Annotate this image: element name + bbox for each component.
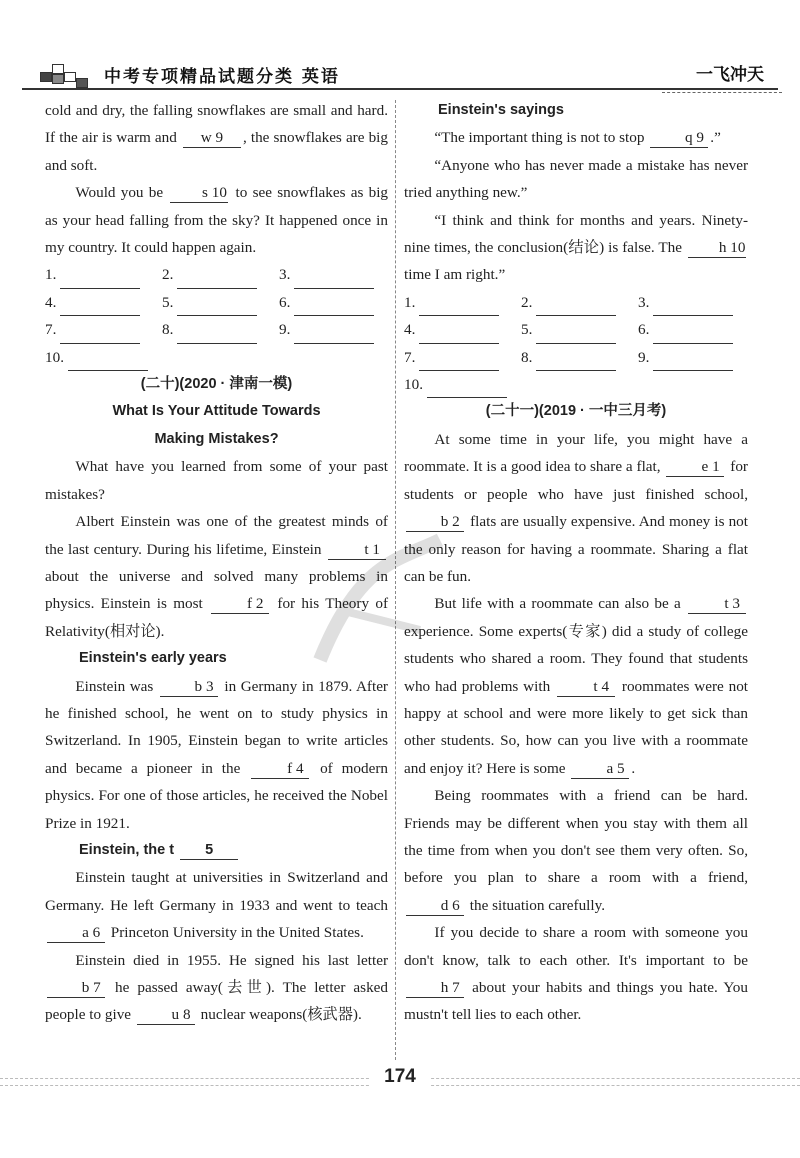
answer-blank[interactable]: u 8 [137,1006,195,1025]
paragraph: “I think and think for months and years. Ninety-nine times, the conclusion(结论) is false. The h 10 time I am right.” [404,211,748,284]
answer-blank[interactable]: q 9 [650,129,708,148]
passage-title-line2: Making Mistakes? [154,430,279,447]
answer-line-item[interactable]: 10. [45,344,162,371]
paragraph: But life with a roommate can also be a t 3 experience. Some experts(专家) did a study of college students who shared a room. They found that students who had problems with t 4 roommates were not happy at school and were more likely to get sick than other students. So, how can you live with a roommate and enjoy it? Here is some a 5 . [404,595,749,777]
page-number: 174 [370,1066,430,1088]
passage-title-line1: What Is Your Attitude Towards [112,403,321,420]
answer-line-item[interactable]: 3. [638,289,755,316]
paragraph: Would you be s 10 to see snowflakes as big as your head falling from the sky? It happened once in my country. It could happen again. [45,184,389,257]
header-title: 中考专项精品试题分类 英语 [104,67,340,87]
answer-blank[interactable]: s 10 [170,184,228,203]
answer-line-item[interactable]: 8. [521,344,638,371]
answer-blank[interactable]: f 4 [251,760,309,779]
left-column [45,97,388,1029]
header-brand: 一飞冲天 [696,65,764,85]
answer-line-item[interactable]: 1. [45,261,162,288]
answer-blank[interactable]: d 6 [406,897,464,916]
paragraph: “Anyone who has never made a mistake has never tried anything new.” [404,156,748,202]
header-rule [22,88,778,90]
answer-blank[interactable]: t 1 [328,541,386,560]
answer-line-item[interactable]: 7. [404,344,521,371]
answer-line-item[interactable]: 2. [162,261,279,288]
answer-blank[interactable]: e 1 [666,458,724,477]
subheading-sayings: Einstein's sayings [438,102,564,118]
answer-line-item[interactable]: 10. [404,371,521,398]
section-label: (二十)(2020 · 津南一模) [140,376,293,393]
paragraph: Einstein was b 3 in Germany in 1879. After he finished school, he went on to study physics in Switzerland. In 1905, Einstein began to write articles and became a pioneer in the f 4 of modern physics. For one of those articles, he received the Nobel Prize in 1921. [45,677,388,832]
paragraph: Being roommates with a friend can be hard. Friends may be different when you stay with them all the time from when you don't see them very often. So, before you plan to share a room with a friend, d 6 the situation carefully. [404,787,748,914]
answer-line-item[interactable]: 9. [638,344,755,371]
header-dots [662,92,782,96]
answer-line-item[interactable]: 5. [162,289,279,316]
section-label: (二十一)(2019 · 一中三月考) [485,403,667,420]
answer-line-item[interactable]: 6. [279,289,396,316]
answer-line-item[interactable]: 8. [162,316,279,343]
answer-line-item[interactable]: 4. [45,289,162,316]
right-column [404,97,748,1029]
answer-lines [45,261,388,371]
answer-lines [404,289,748,399]
answer-line-item[interactable]: 6. [638,316,755,343]
answer-blank[interactable]: h 10 [688,239,746,258]
answer-blank[interactable]: t 4 [557,678,615,697]
paragraph: If you decide to share a room with someone you don't know, talk to each other. It's important to be h 7 about your habits and things you hate. You mustn't tell lies to each other. [404,924,748,1024]
header-logo-icon [40,58,110,90]
answer-line-item[interactable]: 5. [521,316,638,343]
paragraph: “The important thing is not to stop q 9 .” [434,129,721,147]
answer-blank[interactable]: b 3 [160,678,218,697]
answer-line-item[interactable]: 9. [279,316,396,343]
answer-line-item[interactable]: 4. [404,316,521,343]
answer-line-item[interactable]: 2. [521,289,638,316]
subheading-early-years: Einstein's early years [79,650,227,667]
answer-blank[interactable]: a 5 [571,760,629,779]
page-header [22,52,778,92]
paragraph: What have you learned from some of your past mistakes? [45,458,388,503]
paragraph: Einstein died in 1955. He signed his last letter b 7 he passed away(去世). The letter asked people to give u 8 nuclear weapons(核武器). [45,951,388,1024]
answer-blank[interactable]: f 2 [211,595,269,614]
answer-blank[interactable]: a 6 [47,924,105,943]
paragraph: cold and dry, the falling snowflakes are small and hard. If the air is warm and w 9 , the snowflakes are big and soft. [45,102,388,174]
answer-blank[interactable]: 5 [180,841,238,860]
answer-line-item[interactable]: 7. [45,316,162,343]
paragraph: Einstein taught at universities in Switzerland and Germany. He left Germany in 1933 and went to teach a 6 Princeton University in the United States. [45,869,388,942]
answer-line-item[interactable]: 1. [404,289,521,316]
answer-blank[interactable]: w 9 [183,129,241,148]
answer-line-item[interactable]: 3. [279,261,396,288]
answer-blank[interactable]: b 2 [406,513,464,532]
answer-blank[interactable]: b 7 [47,979,105,998]
paragraph: Albert Einstein was one of the greatest minds of the last century. During his lifetime, Einstein t 1 about the universe and solved many problems in physics. Einstein is most f 2 for his Theory of Relativity(相对论). [45,513,389,640]
answer-blank[interactable]: h 7 [406,979,464,998]
answer-blank[interactable]: t 3 [688,595,746,614]
subheading-teacher: Einstein, the t 5 [45,837,388,864]
paragraph: At some time in your life, you might have a roommate. It is a good idea to share a flat, e 1 for students or people who have just finished school, b 2 flats are usually expensive. And money is not the only reason for having a roommate. Sharing a flat can be fun. [404,430,748,585]
